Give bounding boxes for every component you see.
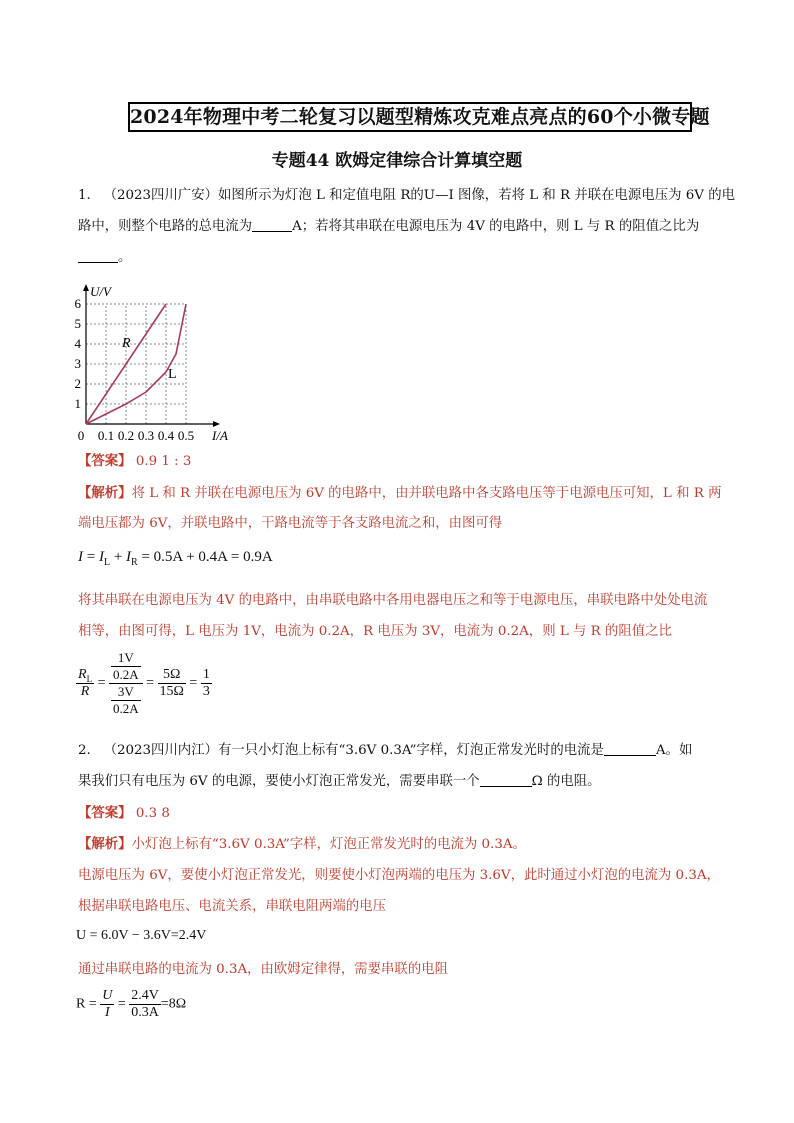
q2-number: 2. [78, 743, 91, 758]
q2-blank-1[interactable] [604, 741, 656, 756]
q1-answer-value: 0.9 1 : 3 [135, 454, 192, 469]
q1-analysis-label: 【解析】 [78, 485, 132, 501]
y-tick-label: 4 [74, 336, 81, 351]
q2-formula-1: U = 6.0V − 3.6V=2.4V [76, 928, 207, 943]
ratio-d-num: 1 [202, 667, 210, 682]
q2-answer-label: 【答案】 [78, 805, 132, 821]
y-tick-label: 2 [74, 376, 81, 391]
q2-answer [78, 803, 170, 824]
q1-blank-1[interactable] [252, 217, 292, 232]
ratio-c-num: 5Ω [163, 667, 181, 682]
ratio-lhs-den: R [80, 684, 90, 700]
series-L-label: L [168, 367, 177, 382]
series-R-label: R [122, 336, 131, 351]
ratio-lhs-num: R [78, 666, 87, 682]
q2-blank-2[interactable] [480, 772, 532, 787]
q1-analysis-2: 端电压都为 6V，并联电路中，干路电流等于各支路电流之和，由图可得 [78, 516, 503, 531]
q1-blank-2[interactable] [78, 248, 118, 263]
x-axis-label: I/A [212, 428, 228, 443]
q2-analysis-3: 根据串联电路电压、电流关系，串联电阻两端的电压 [78, 899, 386, 914]
q1-text-b: 路中，则整个电路的总电流为 [78, 219, 253, 234]
q1-number: 1. [78, 188, 91, 203]
q1-text-d: 。 [118, 250, 132, 265]
ratio-lhs-sub: L [86, 673, 93, 684]
topic-subtitle: 专题44 欧姆定律综合计算填空题 [271, 151, 523, 171]
document-title: 2024年物理中考二轮复习以题型精炼攻克难点亮点的60个小微专题 [128, 102, 692, 132]
q2-analysis-1 [78, 834, 526, 855]
x-tick-label: 0.3 [137, 428, 155, 443]
q2-text-c: 果我们只有电压为 6V 的电源，要使小灯泡正常发光，需要串联一个 [78, 774, 480, 789]
q1-analysis-text-1: 将 L 和 R 并联在电源电压为 6V 的电路中，由并联电路中各支路电压等于电源电压可知，L 和 R 两 [131, 486, 722, 501]
q2-frac-ui-den: I [104, 1005, 110, 1020]
q2-frac-values [129, 988, 161, 1021]
q2-text-a: 有一只小灯泡上标有“3.6V 0.3A”字样，灯泡正常发光时的电流是 [217, 743, 604, 758]
q2-line-2 [78, 772, 601, 792]
ratio-d [201, 667, 212, 700]
ratio-lhs [76, 667, 94, 701]
x-tick-label: 0.1 [97, 428, 115, 443]
q2-analysis-4: 通过串联电路的电流为 0.3A，由欧姆定律得，需要串联的电阻 [78, 962, 448, 977]
y-axis-arrow [83, 284, 89, 291]
q2-source: （2023四川内江） [103, 743, 218, 758]
q2-analysis-text-1: 小灯泡上标有“3.6V 0.3A”字样，灯泡正常发光时的电流为 0.3A。 [131, 837, 526, 852]
ratio-b-den: 0.2A [112, 701, 139, 716]
x-tick-label: 0.5 [177, 428, 195, 443]
q2-text-d: Ω 的电阻。 [531, 774, 601, 789]
q1-analysis-3: 将其串联在电源电压为 4V 的电路中，由串联电路中各用电器电压之和等于电源电压，串联电路中处处电流 [78, 593, 708, 608]
q2-formula-2-rhs: =8Ω [160, 996, 187, 1012]
ratio-a-num: 1V [117, 650, 134, 665]
q1-analysis-1 [78, 483, 721, 504]
ratio-a-den: 0.2A [112, 667, 139, 682]
q1-line-2 [78, 217, 699, 237]
x-axis-arrow [213, 421, 220, 427]
q1-line-1 [78, 186, 735, 206]
q1-line-3 [78, 248, 131, 268]
q1-analysis-4: 相等，由图可得，L 电压为 1V，电流为 0.2A，R 电压为 3V，电流为 0.2A，则 L 与 R 的阻值之比 [78, 624, 672, 639]
q1-answer-label: 【答案】 [78, 453, 132, 469]
q2-frac-ui-num: U [102, 988, 113, 1003]
ratio-c-den: 15Ω [159, 684, 184, 699]
q1-source: （2023四川广安） [103, 188, 218, 203]
q2-frac-ui [100, 988, 114, 1021]
q2-line-1 [78, 741, 692, 761]
y-tick-label: 3 [74, 356, 81, 371]
ratio-c [158, 667, 186, 700]
q2-text-b: A。如 [655, 743, 693, 758]
q2-answer-value: 0.3 8 [135, 806, 170, 821]
ratio-b-num: 3V [117, 684, 134, 699]
x-tick-label: 0.2 [117, 428, 135, 443]
q1-answer [78, 451, 191, 472]
ratio-compound [109, 650, 143, 717]
y-axis-label: U/V [90, 284, 111, 299]
q2-frac-values-num: 2.4V [131, 988, 159, 1003]
y-tick-label: 1 [74, 396, 81, 411]
y-tick-label: 6 [74, 296, 81, 311]
q2-formula-2-lhs: R = [76, 996, 97, 1012]
q1-ratio-formula: $\frac{R_L}{R}$ = $\frac{\frac{1V}{0.2A}}{\frac{3V}{0.2A}}$ = $\frac{5\Omega}{15\Omega}$ = $\frac{1}{3}$ [78, 650, 210, 716]
x-tick-label: 0.4 [157, 428, 175, 443]
q2-analysis-2: 电源电压为 6V，要使小灯泡正常发光，则要使小灯泡两端的电压为 3.6V，此时通过小灯泡的电流为 0.3A， [78, 868, 720, 883]
q1-formula-1: $I = I_L + I_R = 0.5A + 0.4A = 0.9A$ [78, 549, 273, 568]
ratio-d-den: 3 [202, 684, 210, 699]
q1-text-a: 如图所示为灯泡 L 和定值电阻 R的U—I 图像，若将 L 和 R 并联在电源电压为 6V 的电 [217, 188, 735, 203]
y-tick-label: 5 [74, 316, 81, 331]
u-i-chart [70, 275, 250, 447]
q2-formula-2: R = $\frac{U}{I}$ = $\frac{2.4V}{0.3A}$ =8Ω [76, 988, 187, 1020]
q2-analysis-label: 【解析】 [78, 836, 132, 852]
x-tick-label: 0 [77, 428, 85, 443]
q1-text-c: A；若将其串联在电源电压为 4V 的电路中，则 L 与 R 的阻值之比为 [292, 219, 700, 234]
q2-frac-values-den: 0.3A [131, 1005, 159, 1020]
